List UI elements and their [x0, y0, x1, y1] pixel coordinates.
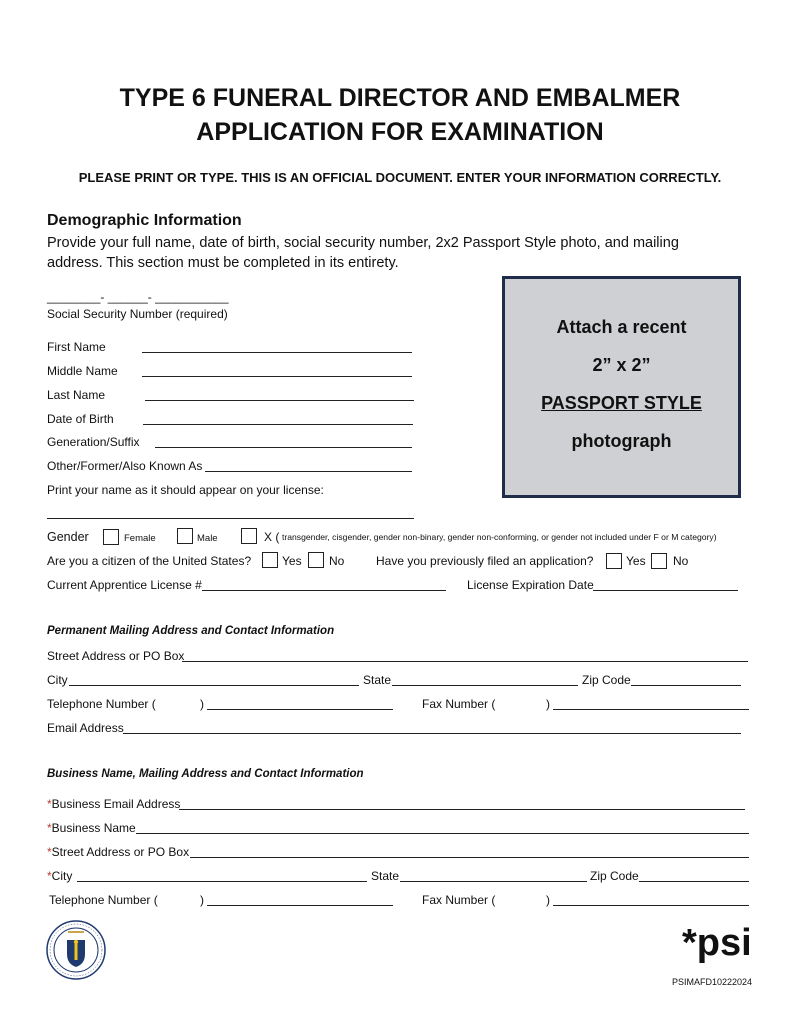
citizen-yes-label: Yes	[282, 554, 302, 568]
perm-email-label: Email Address	[47, 721, 124, 735]
generation-label: Generation/Suffix	[47, 435, 140, 449]
perm-telephone-paren: )	[200, 697, 204, 711]
male-label: Male	[197, 533, 218, 544]
biz-email-label: *Business Email Address	[47, 797, 181, 811]
permanent-heading: Permanent Mailing Address and Contact Information	[47, 625, 335, 637]
x-gender-checkbox[interactable]	[241, 528, 257, 544]
license-name-label: Print your name as it should appear on your license:	[47, 483, 324, 497]
psi-logo: *psi	[682, 922, 752, 964]
apprentice-license-field[interactable]	[202, 590, 446, 591]
official-notice: PLEASE PRINT OR TYPE. THIS IS AN OFFICIAL DOCUMENT. ENTER YOUR INFORMATION CORRECTLY.	[78, 170, 722, 185]
photo-line1: Attach a recent	[556, 317, 687, 337]
perm-street-field[interactable]	[182, 661, 748, 662]
apprentice-license-label: Current Apprentice License #	[47, 578, 202, 592]
first-name-field[interactable]	[142, 352, 412, 353]
biz-street-field[interactable]	[190, 857, 749, 858]
perm-state-label: State	[363, 673, 392, 687]
biz-fax-label: Fax Number (	[422, 893, 496, 907]
ssn-label: Social Security Number (required)	[47, 307, 228, 321]
last-name-field[interactable]	[145, 400, 414, 401]
biz-state-field[interactable]	[400, 881, 587, 882]
perm-zip-field[interactable]	[631, 685, 741, 686]
form-code: PSIMAFD10222024	[672, 977, 753, 987]
ssn-field[interactable]: ________- ______- ___________	[47, 290, 229, 304]
biz-city-label: *City	[47, 869, 73, 883]
demographic-description: Provide your full name, date of birth, social security number, 2x2 Passport Style photo, and mailing address. This section must be completed in its entirety.	[47, 235, 679, 271]
prev-yes-label: Yes	[626, 554, 646, 568]
citizen-question: Are you a citizen of the United States?	[47, 554, 252, 568]
generation-field[interactable]	[155, 447, 412, 448]
last-name-label: Last Name	[47, 388, 106, 402]
prev-application-question: Have you previously filed an application?	[376, 554, 594, 568]
photo-line3: PASSPORT STYLE	[541, 393, 702, 413]
female-checkbox[interactable]	[103, 529, 119, 545]
perm-fax-paren: )	[546, 697, 550, 711]
biz-telephone-paren: )	[200, 893, 204, 907]
perm-state-field[interactable]	[392, 685, 578, 686]
perm-telephone-field[interactable]	[207, 709, 393, 710]
expiration-field[interactable]	[593, 590, 738, 591]
perm-street-label: Street Address or PO Box	[47, 649, 185, 663]
required-asterisk: *	[47, 797, 52, 811]
page-title-line2: APPLICATION FOR EXAMINATION	[196, 118, 604, 146]
biz-state-label: State	[371, 869, 400, 883]
biz-fax-paren: )	[546, 893, 550, 907]
perm-zip-label: Zip Code	[582, 673, 631, 687]
citizen-no-checkbox[interactable]	[308, 552, 324, 568]
photo-line2: 2” x 2”	[592, 355, 651, 375]
biz-telephone-field[interactable]	[207, 905, 393, 906]
x-gender-description: transgender, cisgender, gender non-binary, gender non-conforming, or gender not included under F or M category)	[282, 532, 717, 542]
business-heading: Business Name, Mailing Address and Contact Information	[47, 768, 364, 780]
perm-city-field[interactable]	[69, 685, 359, 686]
dob-label: Date of Birth	[47, 412, 114, 426]
biz-zip-label: Zip Code	[590, 869, 639, 883]
biz-name-label: *Business Name	[47, 821, 136, 835]
perm-email-field[interactable]	[123, 733, 741, 734]
demographic-heading: Demographic Information	[47, 212, 242, 229]
prev-no-label: No	[673, 554, 689, 568]
middle-name-field[interactable]	[142, 376, 412, 377]
x-gender-label: X (	[264, 530, 280, 544]
gender-label: Gender	[47, 530, 89, 544]
perm-city-label: City	[47, 673, 68, 687]
dob-field[interactable]	[143, 424, 413, 425]
other-name-label: Other/Former/Also Known As	[47, 459, 203, 473]
male-checkbox[interactable]	[177, 528, 193, 544]
required-asterisk: *	[47, 869, 52, 883]
page-title-line1: TYPE 6 FUNERAL DIRECTOR AND EMBALMER	[119, 84, 681, 112]
other-name-field[interactable]	[205, 471, 412, 472]
biz-telephone-label: Telephone Number (	[49, 893, 158, 907]
biz-fax-field[interactable]	[553, 905, 749, 906]
photo-line4: photograph	[571, 431, 672, 451]
perm-telephone-label: Telephone Number (	[47, 697, 156, 711]
perm-fax-label: Fax Number (	[422, 697, 496, 711]
middle-name-label: Middle Name	[47, 364, 118, 378]
biz-name-field[interactable]	[136, 833, 749, 834]
passport-photo-box[interactable]	[502, 276, 741, 498]
required-asterisk: *	[47, 845, 52, 859]
perm-fax-field[interactable]	[553, 709, 749, 710]
prev-yes-checkbox[interactable]	[606, 553, 622, 569]
biz-street-label: *Street Address or PO Box	[47, 845, 190, 859]
citizen-no-label: No	[329, 554, 345, 568]
required-asterisk: *	[47, 821, 52, 835]
prev-no-checkbox[interactable]	[651, 553, 667, 569]
massachusetts-seal	[46, 920, 106, 980]
expiration-label: License Expiration Date	[467, 578, 594, 592]
biz-zip-field[interactable]	[639, 881, 749, 882]
license-name-field[interactable]	[47, 518, 414, 519]
female-label: Female	[124, 533, 156, 544]
biz-city-field[interactable]	[77, 881, 367, 882]
first-name-label: First Name	[47, 340, 106, 354]
citizen-yes-checkbox[interactable]	[262, 552, 278, 568]
biz-email-field[interactable]	[179, 809, 745, 810]
